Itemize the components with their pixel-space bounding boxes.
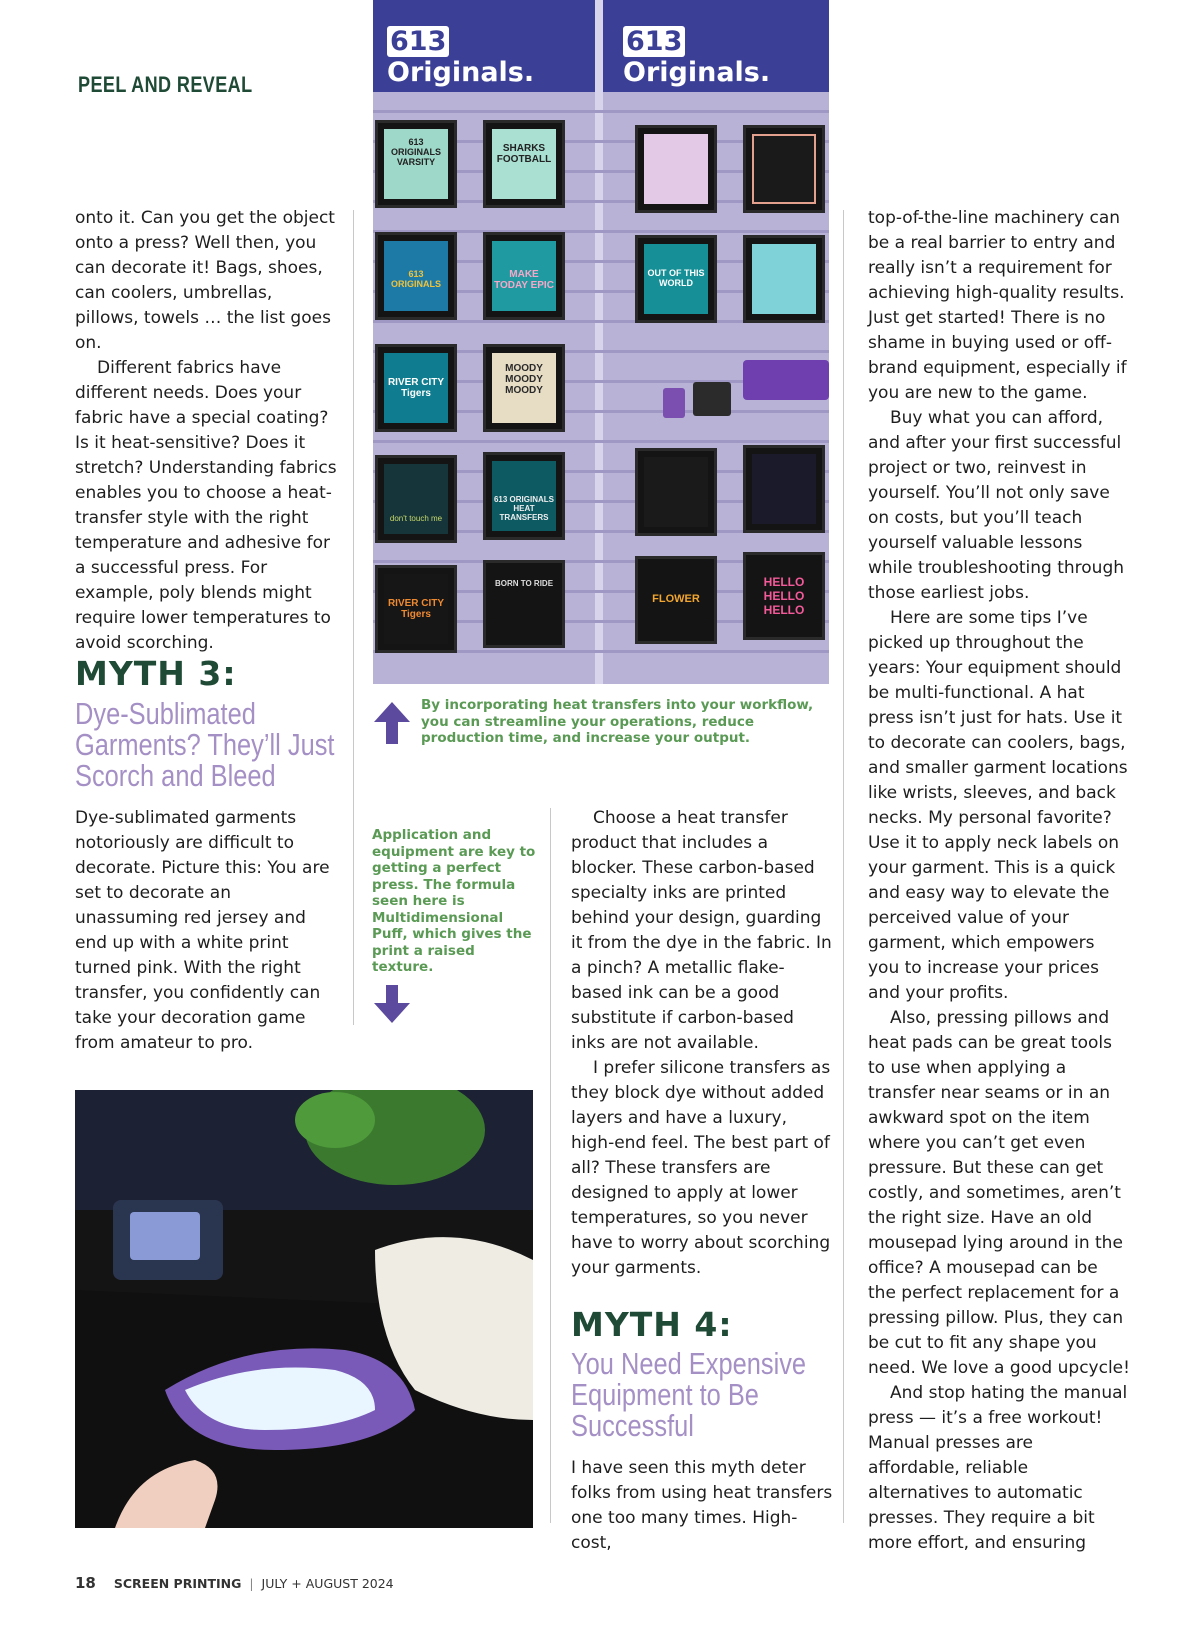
can-cooler xyxy=(693,382,731,416)
col3-paragraph-5: And stop hating the manual press — it’s a free workout! Manual presses are affordable, reliable alternatives to automatic presses. They require a bit more effort, and ensuring xyxy=(868,1383,1128,1553)
photo-caption-top: By incorporating heat transfers into your workflow, you can streamline your operations, reduce production time, and increase your output. xyxy=(421,697,814,746)
framed-shirt: BORN TO RIDE xyxy=(483,560,565,648)
framed-shirt: SHARKS FOOTBALL xyxy=(483,120,565,208)
column-divider xyxy=(353,210,354,1025)
col1-paragraph-2: Different fabrics have different needs. Does your fabric have a special coating? Is it heat-sensitive? Does it stretch? Understanding fabrics enables you to choose a heat-transfer style with the right temperature and adhesive for a successful press. For example, poly blends might require lower temperatures to avoid scorching. xyxy=(75,358,337,653)
framed-shirt: FLOWER xyxy=(635,556,717,644)
myth-3-subheading: Dye-Sublimated Garments? They’ll Just Scorch and Bleed xyxy=(75,696,335,793)
myth-4-heading: MYTH 4: xyxy=(571,1305,733,1344)
section-label: PEEL AND REVEAL xyxy=(78,72,253,97)
column-2-top xyxy=(571,806,833,1281)
framed-shirt: 613 ORIGINALS xyxy=(375,232,457,320)
framed-shirt xyxy=(635,448,717,536)
banner-sign xyxy=(373,0,595,92)
col2-paragraph-2: I prefer silicone transfers as they block dye without added layers and have a luxury, high-end feel. The best part of all? These transfers are designed to apply at lower temperatures, so you never have to worry about scorching your garments. xyxy=(571,1058,831,1278)
display-wall-photo xyxy=(373,0,829,684)
col3-paragraph-1: top-of-the-line machinery can be a real barrier to entry and really isn’t a requirement for achieving high-quality results. Just get started! There is no shame in buying used or off-brand equipment, especially if you are new to the game. xyxy=(868,208,1127,403)
framed-shirt xyxy=(743,125,825,213)
heat-press-photo xyxy=(75,1090,533,1528)
col3-paragraph-3: Here are some tips I’ve picked up throughout the years: Your equipment should be multi-functional. A hat press isn’t just for hats. Use it to decorate can coolers, bags, and smaller garment locations like wrists, sleeves, and back necks. My personal favorite? Use it to apply neck labels on your garment. This is a quick and easy way to elevate the perceived value of your garment, which empowers you to increase your prices and your profits. xyxy=(868,608,1128,1003)
col2-paragraph-3: I have seen this myth deter folks from using heat transfers one too many times. High-cost, xyxy=(571,1458,833,1553)
arrow-down-icon xyxy=(372,983,412,1025)
column-1-top xyxy=(75,206,337,656)
col3-paragraph-2: Buy what you can afford, and after your first successful project or two, reinvest in yourself. You’ll not only save on costs, but you’ll teach yourself valuable lessons while troubleshooting through those earliest jobs. xyxy=(868,408,1125,603)
page-footer xyxy=(75,1574,394,1592)
framed-shirt: MAKE TODAY EPIC xyxy=(483,232,565,320)
framed-shirt: RIVER CITY Tigers xyxy=(375,565,457,653)
column-1-bottom xyxy=(75,806,337,1056)
folded-bag xyxy=(743,360,829,400)
arrow-up-icon xyxy=(372,700,412,746)
myth-4-subheading: You Need Expensive Equipment to Be Successful xyxy=(571,1346,807,1443)
col2-paragraph-1: Choose a heat transfer product that includes a blocker. These carbon-based specialty inks are printed behind your design, guarding it from the dye in the fabric. In a pinch? A metallic flake-based ink can be a good substitute if carbon-based inks are not available. xyxy=(571,808,832,1053)
col1-paragraph-1: onto it. Can you get the object onto a press? Well then, you can decorate it! Bags, shoes, can coolers, umbrellas, pillows, towels … the list goes on. xyxy=(75,208,335,353)
framed-shirt: HELLO HELLO HELLO xyxy=(743,552,825,640)
column-divider xyxy=(550,808,551,1523)
issue-date: JULY + AUGUST 2024 xyxy=(261,1576,394,1591)
framed-shirt: don't touch me xyxy=(375,455,457,543)
col3-paragraph-4: Also, pressing pillows and heat pads can be great tools to use when applying a transfer near seams or in an awkward spot on the item where you can’t get even pressure. But these can get costly, and sometimes, aren’t the right size. Have an old mousepad lying around in the office? A mousepad can be the perfect replacement for a pressing pillow. Plus, they can be cut to fit any shape you need. We love a good upcycle! xyxy=(868,1008,1130,1378)
column-3 xyxy=(868,206,1130,1556)
framed-shirt xyxy=(635,125,717,213)
page-number: 18 xyxy=(75,1574,96,1592)
framed-shirt: 613 ORIGINALS VARSITY xyxy=(375,120,457,208)
can-cooler xyxy=(663,388,685,418)
column-2-bottom xyxy=(571,1456,833,1556)
col1-paragraph-3: Dye-sublimated garments notoriously are difficult to decorate. Picture this: You are set to decorate an unassuming red jersey and end up with a white print turned pink. With the right transfer, you confidently can take your decoration game from amateur to pro. xyxy=(75,808,330,1053)
footer-separator: | xyxy=(249,1576,254,1591)
brand-logo: 613Originals. xyxy=(623,26,771,88)
myth-3-heading: MYTH 3: xyxy=(75,654,237,693)
framed-shirt: OUT OF THIS WORLD xyxy=(635,235,717,323)
banner-sign xyxy=(603,0,829,92)
heat-press-illustration xyxy=(75,1090,533,1528)
brand-logo: 613Originals. xyxy=(387,26,535,88)
framed-shirt xyxy=(743,235,825,323)
framed-shirt xyxy=(743,445,825,533)
photo-caption-side: Application and equipment are key to getting a perfect press. The formula seen here is Multidimensional Puff, which gives the print a raised texture. xyxy=(372,827,536,975)
magazine-name: SCREEN PRINTING xyxy=(113,1576,242,1591)
framed-shirt: MOODY MOODY MOODY xyxy=(483,344,565,432)
framed-shirt: RIVER CITY Tigers xyxy=(375,344,457,432)
framed-shirt: 613 ORIGINALS HEAT TRANSFERS xyxy=(483,452,565,540)
column-divider xyxy=(843,210,844,1523)
